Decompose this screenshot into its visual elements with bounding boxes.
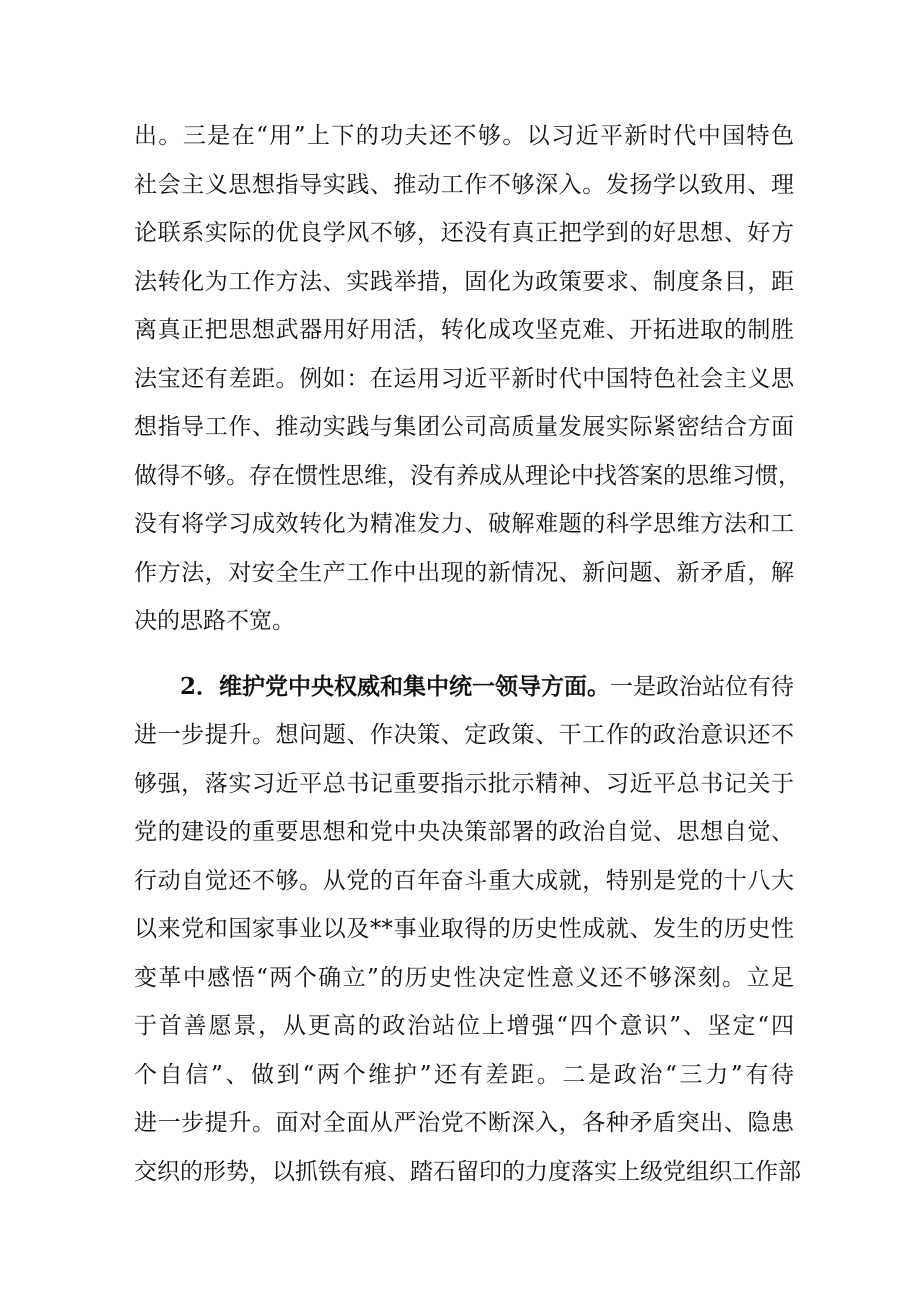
text-line: 做得不够。存在惯性思维，没有养成从理论中找答案的思维习惯，	[134, 462, 801, 489]
text-line: 行动自觉还不够。从党的百年奋斗重大成就，特别是党的十八大	[134, 867, 794, 894]
text-line: 社会主义思想指导实践、推动工作不够深入。发扬学以致用、理	[134, 171, 794, 198]
text-line: 以来党和国家事业以及**事业取得的历史性成就、发生的历史性	[134, 916, 794, 942]
text-line: 变革中感悟“两个确立”的历史性决定性意义还不够深刻。立足	[134, 964, 794, 991]
paragraph-1	[134, 112, 801, 646]
text-line: 作方法，对安全生产工作中出现的新情况、新问题、新矛盾，解	[134, 559, 794, 586]
text-line: 想指导工作、推动实践与集团公司高质量发展实际紧密结合方面	[134, 414, 794, 440]
text-line: 进一步提升。面对全面从严治党不断深入，各种矛盾突出、隐患	[134, 1110, 794, 1136]
text-line: 进一步提升。想问题、作决策、定政策、干工作的政治意识还不	[134, 722, 794, 748]
section-heading: 2．维护党中央权威和集中统一领导方面。	[180, 672, 611, 700]
text-line: 论联系实际的优良学风不够，还没有真正把学到的好思想、好方	[134, 220, 794, 246]
paragraph-gap	[134, 646, 794, 663]
text-line: 于首善愿景，从更高的政治站位上增强“四个意识”、坚定“四	[134, 1013, 794, 1039]
text-span: 一是政治站位有待	[610, 673, 795, 700]
text-line: 够强，落实习近平总书记重要指示批示精神、习近平总书记关于	[134, 770, 794, 797]
text-line: 法宝还有差距。例如：在运用习近平新时代中国特色社会主义思	[134, 365, 794, 392]
document-body	[134, 112, 801, 1196]
text-line: 离真正把思想武器用好用活，转化成攻坚克难、开拓进取的制胜	[134, 317, 794, 343]
paragraph-2-first-line	[134, 663, 794, 712]
text-line: 没有将学习成效转化为精准发力、破解难题的科学思维方法和工	[134, 511, 794, 537]
text-line: 出。三是在“用”上下的功夫还不够。以习近平新时代中国特色	[134, 123, 794, 149]
text-line: 个自信”、做到“两个维护”还有差距。二是政治“三力”有待	[134, 1061, 794, 1088]
text-line: 党的建设的重要思想和党中央决策部署的政治自觉、思想自觉、	[134, 819, 794, 845]
text-line: 交织的形势，以抓铁有痕、踏石留印的力度落实上级党组织工作部	[134, 1158, 801, 1185]
text-line: 决的思路不宽。	[134, 608, 295, 634]
paragraph-2	[134, 663, 801, 1197]
text-line: 法转化为工作方法、实践举措，固化为政策要求、制度条目，距	[134, 268, 794, 295]
